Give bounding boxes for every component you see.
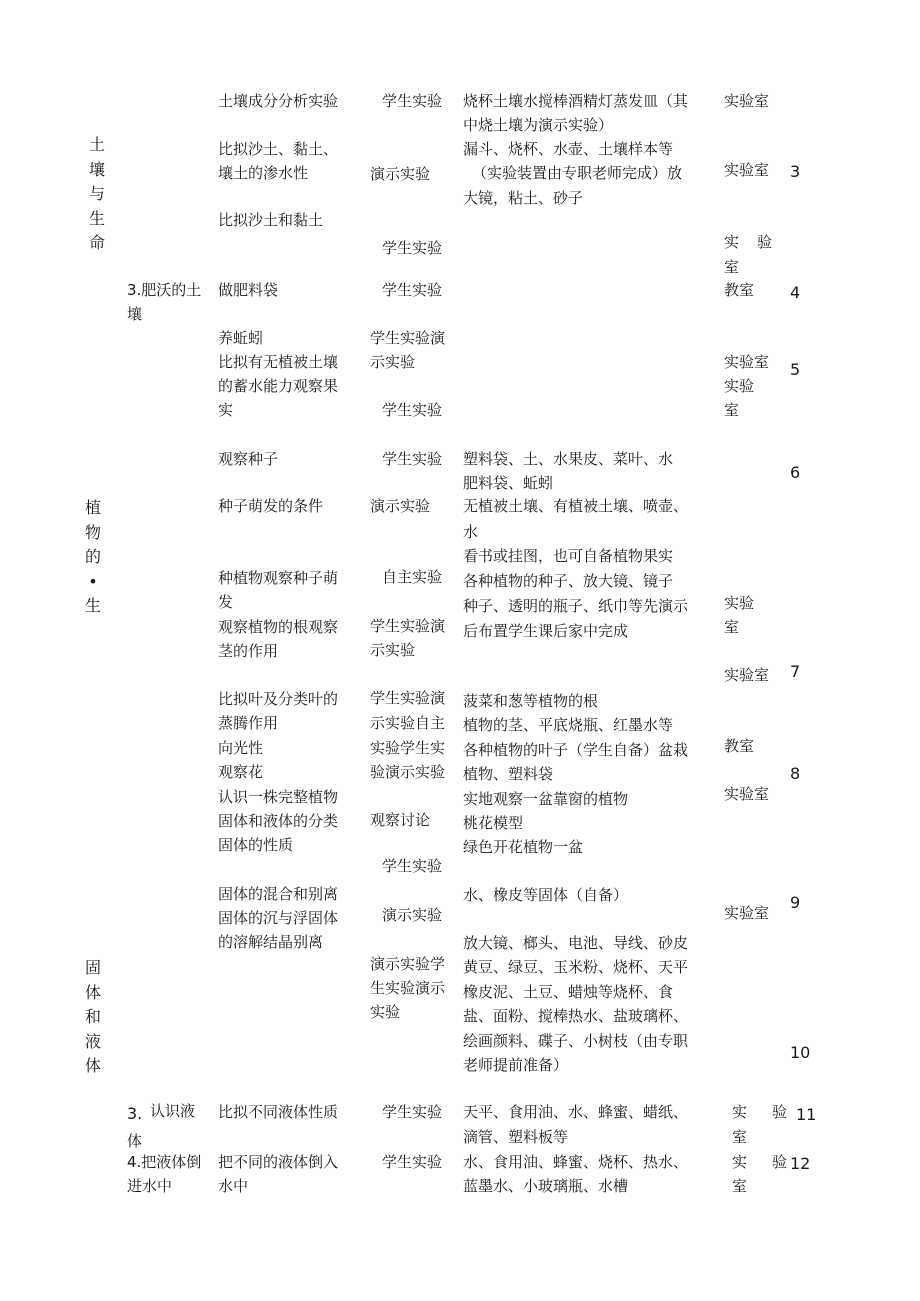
experiment-flowers: 观察花 [218,763,264,781]
experiment-germination: 种子萌发的条件 [218,497,324,515]
type-label: 学生实验 [382,1103,443,1121]
experiment-sand-clay: 比拟沙土和黏土 [218,211,324,229]
place-label: 实验室 [724,353,770,371]
experiment-mixing-solids: 固体的混合和别离 [218,885,339,903]
unit-plant-life [84,496,102,619]
week-number: 12 [790,1154,811,1173]
materials-text: 滴管、塑料板等 [463,1128,569,1146]
place-label: 实验室 [724,904,770,922]
place-label: 实验室 [724,666,770,684]
experiment-sink-float: 固体的沉与浮固体 [218,909,339,927]
unit-char: 土 [88,135,105,154]
place-label: 教室 [724,737,755,755]
lesson-pour-liquids-line1: 4.把液体倒 [127,1153,202,1171]
week-number: 8 [790,764,801,783]
unit-soil-and-life [88,133,106,256]
materials-text: 无植被土壤、有植被土壤、喷壶、 [463,497,689,515]
week-number: 9 [790,893,801,912]
type-label: 学生实验演 [370,329,446,347]
materials-text: 漏斗、烧杯、水壶、土壤样本等 [463,140,674,158]
type-label: 学生实验 [382,281,443,299]
experiment-dissolving: 的溶解结晶别离 [218,933,324,951]
experiment-classify-matter: 固体和液体的分类 [218,812,339,830]
type-label: 实验 [370,1003,401,1021]
experiment-permeability: 壤土的渗水性 [218,164,309,182]
type-label: 学生实验 [382,401,443,419]
experiment-planting: 种植物观察种子萌 [218,569,339,587]
experiment-leaves: 比拟叶及分类叶的 [218,690,339,708]
place-label: 室 [732,1128,748,1146]
materials-text: 老师提前准备） [463,1056,569,1074]
materials-text: 植物的茎、平底烧瓶、红墨水等 [463,716,674,734]
place-label: 实 [724,233,740,251]
lesson-fertile-soil-line2: 壤 [127,305,143,323]
materials-text: 放大镜、榔头、电池、导线、砂皮 [463,934,689,952]
experiment-water-retention: 的蓄水能力观察果 [218,377,339,395]
experiment-phototropism: 向光性 [218,739,264,757]
type-label: 实验学生实 [370,739,446,757]
lesson-fertile-soil-line1: 3.肥沃的土 [127,281,202,299]
materials-text: 塑料袋、土、水果皮、菜叶、水 [463,450,674,468]
unit-char: 体 [84,982,101,1002]
type-label: 示实验自主 [370,714,446,732]
materials-text: 水 [463,523,479,541]
week-number: 4 [790,283,801,302]
type-label: 学生实验演 [370,617,446,635]
materials-text: 天平、食用油、水、蜂蜜、蜡纸、 [463,1103,689,1121]
materials-text: 实地观察一盆靠窗的植物 [463,790,629,808]
unit-char: 液 [84,1031,101,1051]
materials-text: 黄豆、绿豆、玉米粉、烧杯、天平 [463,958,689,976]
materials-text: 盐、面粉、搅棒热水、盐玻璃杯、 [463,1007,689,1025]
materials-text: 蓝墨水、小玻璃瓶、水槽 [463,1177,629,1195]
materials-text: 各种植物的种子、放大镜、镜子 [463,572,674,590]
week-number: 11 [796,1105,817,1124]
materials-text: （实验装置由专职老师完成）放 [472,164,683,182]
lesson-pour-liquids-line2: 进水中 [127,1177,173,1195]
experiment-pour-liquids: 把不同的液体倒入 [218,1153,339,1171]
type-label: 观察讨论 [370,811,431,829]
materials-text: 绘画颜料、碟子、小树枝（由专职 [463,1032,689,1050]
week-number: 7 [790,662,801,681]
type-label: 学生实验 [382,239,443,257]
unit-char: 体 [84,1056,101,1075]
type-label: 演示实验 [370,497,431,515]
experiment-fertilizer-bag: 做肥料袋 [218,281,279,299]
materials-text: 中烧土壤为演示实验） [463,116,614,134]
type-label: 自主实验 [382,568,443,586]
unit-char: 生 [84,596,101,615]
week-number: 5 [790,360,801,379]
type-label: 示实验 [370,353,416,371]
experiment-water-retention: 比拟有无植被土壤 [218,353,339,371]
unit-char: 命 [88,233,105,252]
type-label: 学生实验 [382,1153,443,1171]
place-label: 室 [724,258,740,276]
experiment-roots-stems: 茎的作用 [218,642,279,660]
unit-char: 固 [84,958,101,977]
place-label: 验 [772,1153,788,1171]
type-label: 学生实验 [382,857,443,875]
type-label: 学生实验演 [370,689,446,707]
experiment-roots-stems: 观察植物的根观察 [218,618,339,636]
lesson-number: 3. [127,1104,143,1123]
place-label: 验 [772,1103,788,1121]
week-number: 3 [790,162,801,181]
week-number: 6 [790,463,801,482]
unit-char: 与 [88,184,105,203]
lesson-know-liquids-line1: 认识液 [150,1102,196,1120]
place-label: 室 [724,401,740,419]
place-label: 教室 [724,281,755,299]
materials-text: 种子、透明的瓶子、纸巾等先演示 [463,597,689,615]
unit-char: 植 [84,498,101,517]
experiment-pour-liquids: 水中 [218,1177,249,1195]
experiment-soil-analysis: 土壤成分分析实验 [218,92,339,110]
materials-text: 植物、塑料袋 [463,765,554,783]
place-label: 实验室 [724,161,770,179]
materials-text: 水、食用油、蜂蜜、烧杯、热水、 [463,1153,689,1171]
lesson-know-liquids-line2: 体 [127,1132,143,1150]
experiment-whole-plant: 认识一株完整植物 [218,788,339,806]
type-label: 演示实验 [382,906,443,924]
week-number: 10 [790,1043,811,1062]
place-label: 实 [732,1153,748,1171]
experiment-water-retention: 实 [218,401,234,419]
materials-text: 看书或挂图，也可自备植物果实 [463,547,674,565]
experiment-earthworm: 养蚯蚓 [218,329,264,347]
type-label: 生实验演示 [370,979,446,997]
type-label: 示实验 [370,641,416,659]
place-label: 实 [732,1103,748,1121]
place-label: 室 [724,618,740,636]
place-label: 实验室 [724,785,770,803]
type-label: 演示实验学 [370,955,446,973]
materials-text: 大镜，粘土、砂子 [463,189,584,207]
unit-char: 壤 [88,159,105,179]
place-label: 实验 [724,377,755,395]
experiment-solid-properties: 固体的性质 [218,836,294,854]
materials-text: 绿色开花植物一盆 [463,838,584,856]
experiment-leaves: 蒸腾作用 [218,714,279,732]
experiment-permeability: 比拟沙土、黏土、 [218,140,339,158]
materials-text: 橡皮泥、土豆、蜡烛等烧杯、食 [463,983,674,1001]
materials-text: 桃花模型 [463,814,524,832]
type-label: 学生实验 [382,92,443,110]
materials-text: 烧杯土壤水搅棒酒精灯蒸发皿（其 [463,92,689,110]
type-label: 演示实验 [370,165,431,183]
unit-char: 的 [84,547,101,566]
place-label: 验 [757,233,773,251]
materials-text: 肥料袋、蚯蚓 [463,474,554,492]
materials-text: 各种植物的叶子（学生自备）盆栽 [463,741,689,759]
type-label: 学生实验 [382,450,443,468]
materials-text: 水、橡皮等固体（自备） [463,886,629,904]
unit-char: 生 [88,208,105,228]
unit-char: 和 [84,1007,101,1026]
place-label: 室 [732,1177,748,1195]
type-label: 验演示实验 [370,763,446,781]
experiment-observe-seeds: 观察种子 [218,450,279,468]
place-label: 实验室 [724,92,770,110]
place-label: 实验 [724,594,755,612]
unit-solids-and-liquids [84,956,102,1079]
experiment-planting: 发 [218,593,234,611]
materials-text: 后布置学生课后家中完成 [463,622,629,640]
materials-text: 菠菜和葱等植物的根 [463,692,599,710]
experiment-liquid-properties: 比拟不同液体性质 [218,1103,339,1121]
unit-char: 物 [84,522,101,542]
unit-char: • [88,571,98,591]
